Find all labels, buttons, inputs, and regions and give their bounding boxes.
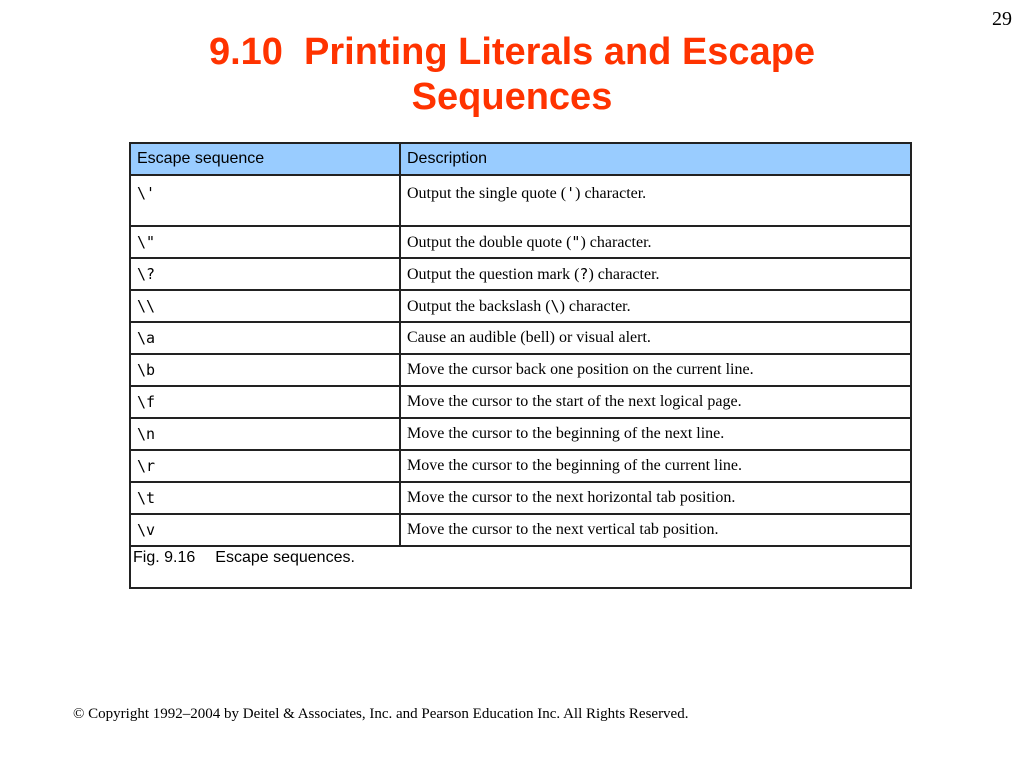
figure-number: Fig. 9.16 — [133, 549, 196, 566]
table-row — [130, 290, 911, 322]
table-row — [130, 322, 911, 354]
description-text: ) character. — [559, 297, 631, 315]
escape-sequence-cell: \t — [130, 482, 400, 514]
table-row — [130, 418, 911, 450]
description-cell — [400, 226, 911, 258]
escape-sequence-cell: \n — [130, 418, 400, 450]
escape-sequence-cell: \' — [130, 175, 400, 226]
description-cell: Move the cursor to the next vertical tab position. — [400, 514, 911, 546]
copyright-notice: © Copyright 1992–2004 by Deitel & Associates, Inc. and Pearson Education Inc. All Rights Reserved. — [73, 706, 689, 722]
description-cell: Move the cursor to the start of the next logical page. — [400, 386, 911, 418]
page-title — [0, 30, 1024, 120]
description-cell: Move the cursor to the beginning of the current line. — [400, 450, 911, 482]
table-caption-row — [130, 546, 911, 588]
escape-sequence-cell: \? — [130, 258, 400, 290]
description-text: Output the backslash ( — [407, 297, 551, 315]
table-header-row — [130, 143, 911, 175]
escape-sequence-cell: \a — [130, 322, 400, 354]
escape-sequence-cell: \v — [130, 514, 400, 546]
description-cell — [400, 175, 911, 226]
description-text: ) character. — [580, 233, 652, 251]
table-row — [130, 386, 911, 418]
description-cell: Move the cursor to the next horizontal tab position. — [400, 482, 911, 514]
description-text: Output the double quote ( — [407, 233, 572, 251]
escape-sequence-cell: \\ — [130, 290, 400, 322]
description-cell: Move the cursor to the beginning of the next line. — [400, 418, 911, 450]
description-text: Output the single quote ( — [407, 185, 567, 202]
description-text: ) character. — [588, 265, 660, 283]
title-line-2: Sequences — [411, 76, 613, 118]
description-cell — [400, 290, 911, 322]
table-row — [130, 482, 911, 514]
table-row — [130, 175, 911, 226]
description-text: Output the question mark ( — [407, 265, 580, 283]
escape-sequence-cell: \" — [130, 226, 400, 258]
title-line-1: 9.10 Printing Literals and Escape — [208, 31, 816, 73]
header-escape-sequence: Escape sequence — [130, 143, 400, 175]
figure-caption-text: Escape sequences. — [215, 549, 355, 566]
description-char: " — [571, 232, 581, 251]
escape-sequence-table — [129, 142, 912, 589]
table-row — [130, 450, 911, 482]
escape-sequence-cell: \r — [130, 450, 400, 482]
figure-caption — [130, 546, 911, 588]
escape-sequence-cell: \b — [130, 354, 400, 386]
table-row — [130, 226, 911, 258]
description-char: \ — [550, 296, 560, 315]
table-row — [130, 258, 911, 290]
description-char: ? — [579, 264, 589, 283]
table-row — [130, 354, 911, 386]
description-text: ) character. — [575, 185, 647, 202]
table-row — [130, 514, 911, 546]
header-description: Description — [400, 143, 911, 175]
page-number: 29 — [992, 8, 1012, 30]
description-cell: Move the cursor back one position on the current line. — [400, 354, 911, 386]
escape-sequence-cell: \f — [130, 386, 400, 418]
description-cell — [400, 258, 911, 290]
description-cell: Cause an audible (bell) or visual alert. — [400, 322, 911, 354]
description-char: ' — [566, 184, 576, 202]
